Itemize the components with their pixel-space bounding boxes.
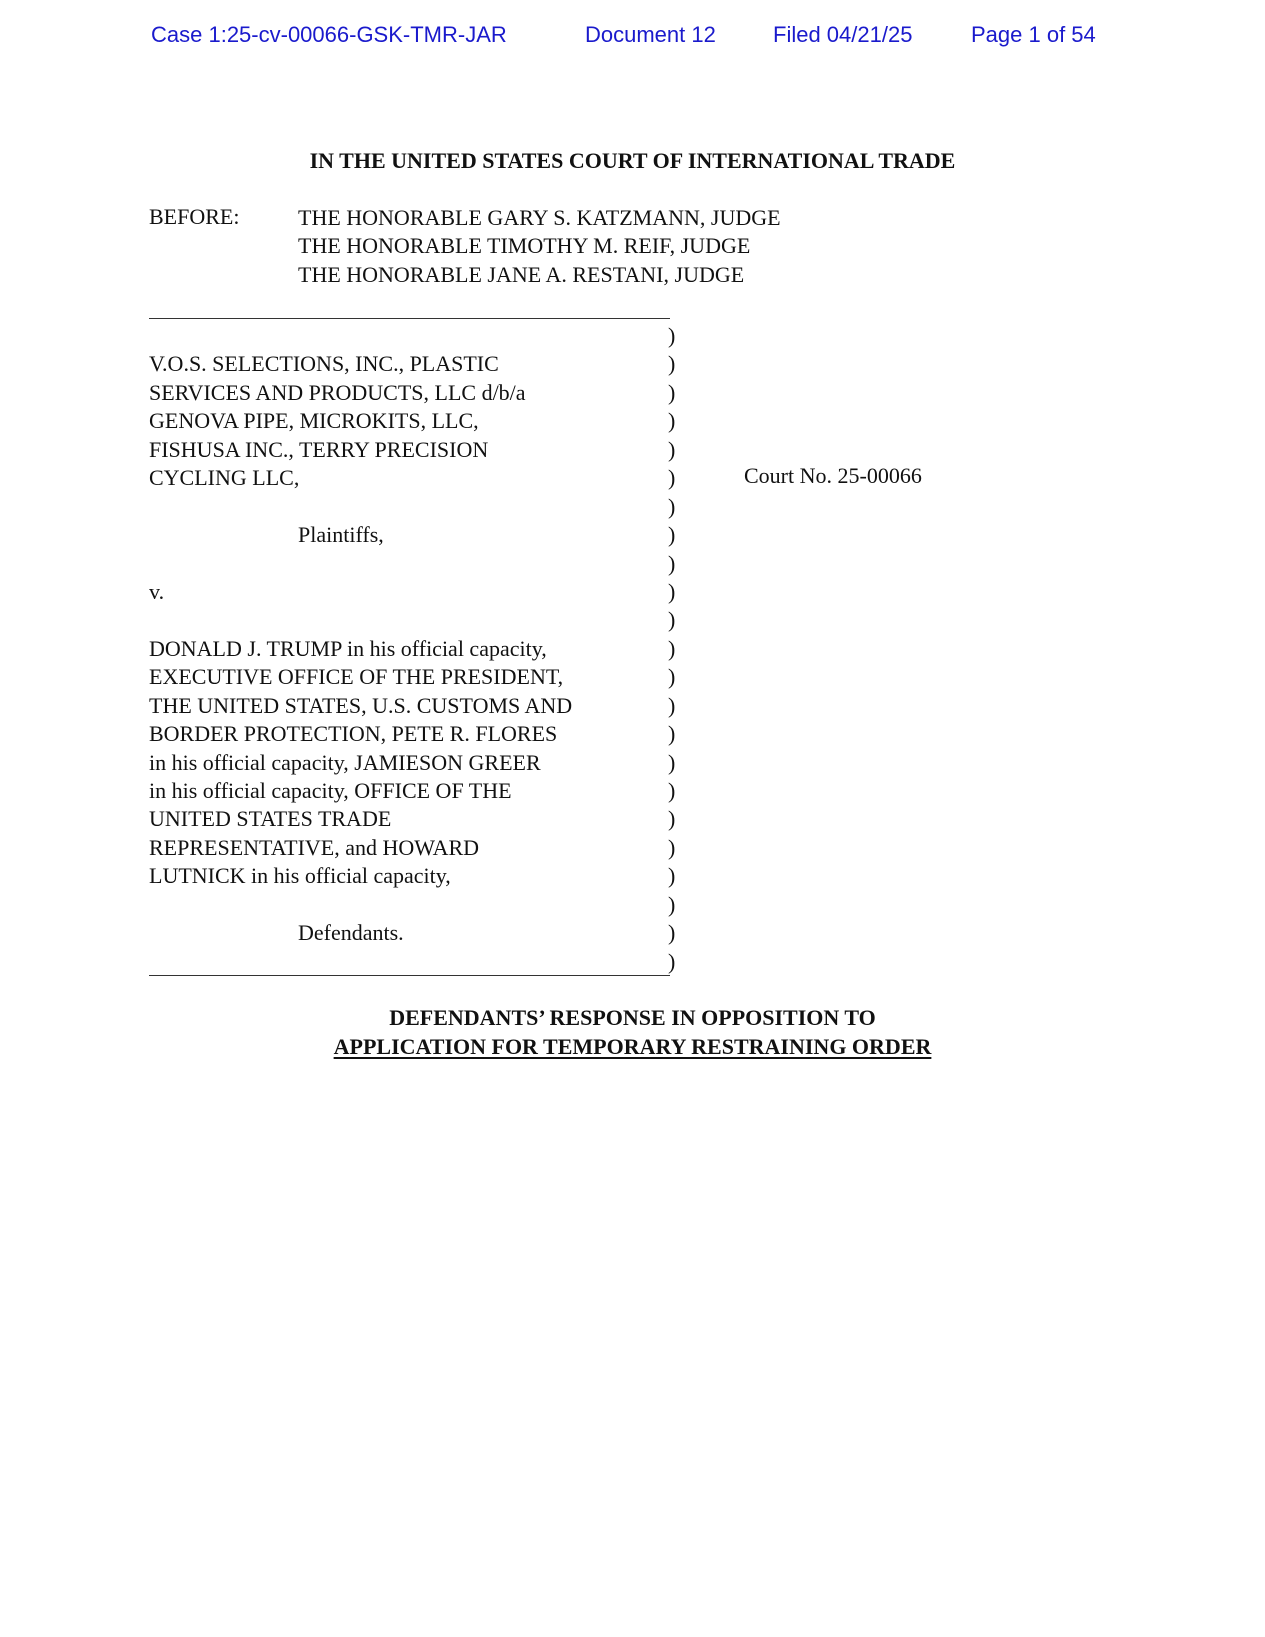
caption-row [149,322,709,350]
caption-row [149,606,709,634]
caption-row [149,350,709,378]
filed-date: Filed 04/21/25 [773,22,913,47]
court-number: Court No. 25-00066 [744,463,922,488]
caption-text: BORDER PROTECTION, PETE R. FLORES [149,721,558,747]
caption-paren: ) [668,891,676,917]
caption-paren: ) [668,635,676,661]
caption-paren: ) [668,948,676,974]
judge-line: THE HONORABLE JANE A. RESTANI, JUDGE [298,261,745,287]
caption-paren: ) [668,806,676,832]
caption-paren: ) [668,607,676,633]
judge-line: THE HONORABLE TIMOTHY M. REIF, JUDGE [298,233,751,259]
caption-paren: ) [668,493,676,519]
ecf-header [0,20,1265,54]
caption-paren: ) [668,664,676,690]
caption-text: SERVICES AND PRODUCTS, LLC d/b/a [149,379,526,405]
caption-row [149,919,709,947]
caption-row [149,521,709,549]
caption-row [149,578,709,606]
caption-paren: ) [668,550,676,576]
caption-row [149,493,709,521]
caption-text: DONALD J. TRUMP in his official capacity, [149,635,547,661]
caption-row [149,692,709,720]
caption-text: V.O.S. SELECTIONS, INC., PLASTIC [149,351,499,377]
caption-row [149,663,709,691]
caption-row [149,720,709,748]
caption-paren: ) [668,721,676,747]
document-title [0,1003,1265,1061]
caption-row [149,436,709,464]
caption-text: UNITED STATES TRADE [149,806,392,832]
caption-text: v. [149,578,165,604]
caption-paren: ) [668,379,676,405]
caption-bottom-rule [149,975,670,976]
caption-paren: ) [668,408,676,434]
before-label: BEFORE: [149,204,240,229]
caption-row [149,805,709,833]
caption-row [149,862,709,890]
caption-text: in his official capacity, OFFICE OF THE [149,778,512,803]
caption-paren: ) [668,578,676,604]
caption-paren: ) [668,778,676,803]
judges-list [298,204,781,289]
caption-paren: ) [668,920,676,946]
page-indicator: Page 1 of 54 [971,22,1096,47]
caption-text: LUTNICK in his official capacity, [149,863,451,889]
judge-line: THE HONORABLE GARY S. KATZMANN, JUDGE [298,205,781,230]
caption-text: FISHUSA INC., TERRY PRECISION [149,436,489,462]
caption-text: Defendants. [298,920,404,946]
caption-row [149,379,709,407]
caption-text: EXECUTIVE OFFICE OF THE PRESIDENT, [149,664,564,690]
caption-paren: ) [668,436,676,462]
caption-paren: ) [668,692,676,718]
caption-text: THE UNITED STATES, U.S. CUSTOMS AND [149,692,573,718]
caption-paren: ) [668,465,676,491]
caption-paren: ) [668,522,676,548]
caption-row [149,635,709,663]
caption-row [149,834,709,862]
case-number: Case 1:25-cv-00066-GSK-TMR-JAR [151,22,507,47]
caption-row [149,749,709,777]
document-title-line2: APPLICATION FOR TEMPORARY RESTRAINING ORDER [333,1034,932,1059]
caption-row [149,948,709,976]
caption-paren: ) [668,323,676,348]
court-title: IN THE UNITED STATES COURT OF INTERNATIONAL TRADE [309,148,956,173]
caption-row [149,777,709,805]
caption-paren: ) [668,749,676,775]
document-number: Document 12 [585,22,716,47]
caption-text: Plaintiffs, [298,522,384,548]
caption-paren: ) [668,351,676,377]
document-title-line1: DEFENDANTS’ RESPONSE IN OPPOSITION TO [389,1005,876,1030]
case-caption [149,322,709,976]
caption-top-rule [149,318,670,319]
caption-text: in his official capacity, JAMIESON GREER [149,749,541,775]
caption-paren: ) [668,863,676,889]
caption-row [149,550,709,578]
caption-row [149,891,709,919]
caption-text: REPRESENTATIVE, and HOWARD [149,834,480,860]
caption-text: GENOVA PIPE, MICROKITS, LLC, [149,408,479,434]
caption-row [149,464,709,492]
caption-text: CYCLING LLC, [149,465,300,491]
caption-row [149,407,709,435]
caption-paren: ) [668,834,676,860]
